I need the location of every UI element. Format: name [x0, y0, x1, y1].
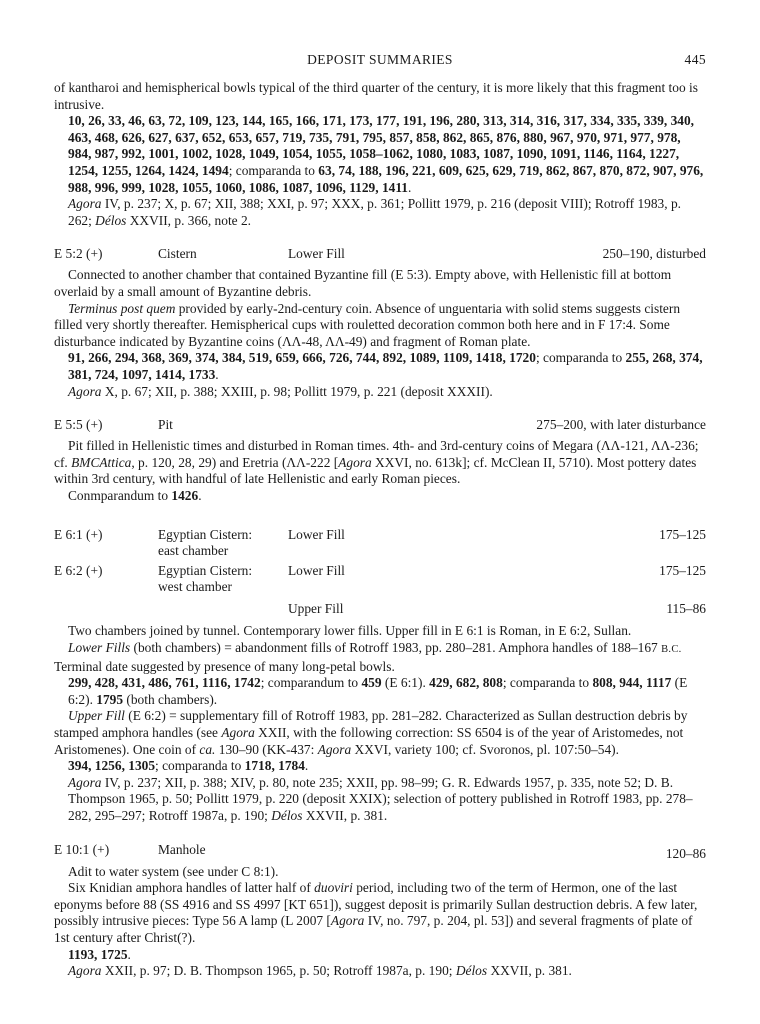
deposit-header-e55 — [54, 417, 706, 434]
deposit-date: 275–200, with later disturbance — [536, 417, 706, 433]
deposit-fill: Lower Fill — [288, 246, 345, 262]
upper-fill-row — [54, 601, 706, 623]
deposit-type: Cistern — [158, 246, 197, 262]
content — [54, 80, 706, 980]
deposit-type-detail: west chamber — [158, 579, 232, 595]
deposit-type: Egyptian Cistern: — [158, 563, 253, 579]
intro-references: Agora IV, p. 237; X, p. 67; XII, 388; XXI, p. 97; XXX, p. 361; Pollitt 1979, p. 216 (deposit VIII); Rotroff 1983, p. 262; Délos XXVII, p. 366, note 2. — [68, 196, 681, 228]
deposit-type: Pit — [158, 417, 173, 433]
intro-text: of kantharoi and hemispherical bowls typical of the third quarter of the century, it is more likely that this fragment too is intrusive. — [54, 80, 698, 112]
comparanda-numbers: 63, 74, 188, 196, 221, 609, 625, 629, 719, 862, 867, 870, 872, 907, 976, 988, 996, 999, 1028, 1055, 1060, 1086, 1087, 1096, 1129, 1411 — [68, 162, 704, 195]
e52-description: Connected to another chamber that contained Byzantine fill (E 5:3). Empty above, with Hellenistic fill at bottom overlaid by a small amount of Byzantine debris. — [54, 267, 672, 299]
deposit-type: Manhole — [158, 841, 206, 857]
e101-references: Agora XXII, p. 97; D. B. Thompson 1965, p. 50; Rotroff 1987a, p. 190; Délos XXVII, p. 381. — [68, 963, 572, 979]
deposit-date: 115–86 — [666, 601, 706, 617]
deposit-date: 120–86 — [665, 845, 706, 861]
intro-catalog: 10, 26, 33, 46, 63, 72, 109, 123, 144, 165, 166, 171, 173, 177, 191, 196, 280, 313, 314, 316, 317, 334, 335, 339, 340, 463, 468, 626, 627, 637, 652, 653, 657, 719, 735, 791, 795, 857, 858, 862, 865, 876, 880, 967, 970, 971, 977, 978, 984, 987, 992, 1001, 1002, 1028, 1049, 1054, 1055, 1058–1062, 1080, 1083, 1087, 1090, 1091, 1146, 1164, 1227, 1254, 1255, 1264, 1424, 1494; comparanda to 63, 74, 188, 196, 221, 609, 625, 629, 719, 862, 867, 870, 872, 907, 976, 988, 996, 999, 1028, 1055, 1060, 1086, 1087, 1096, 1129, 1411. — [68, 113, 704, 195]
e52-dating: Terminus post quem provided by early-2nd-century coin. Absence of unguentaria with solid stems suggests cistern filled very shortly thereafter. Hemispherical cups with rouletted decoration common both here and in F 17:4. Some disturbance indicated by Byzantine coins (ΛΛ-48, ΛΛ-49) and fragment of Roman plate. — [54, 300, 681, 349]
deposit-id: E 5:2 (+) — [54, 246, 103, 262]
page-number: 445 — [684, 52, 706, 67]
deposit-id: E 10:1 (+) — [54, 841, 110, 857]
deposit-fill: Lower Fill — [288, 527, 345, 543]
deposit-type: Egyptian Cistern: — [158, 527, 253, 543]
e6-references: Agora IV, p. 237; XII, p. 388; XIV, p. 80, note 235; XXII, pp. 98–99; G. R. Edwards 1957, p. 335, note 52; D. B. Thompson 1965, p. 50; Pollitt 1979, p. 220 (deposit XXIX); selection of pottery published in Rotroff 1983, pp. 278–282, 295–297; Rotroff 1987a, p. 190; Délos XXVII, p. 381. — [68, 774, 693, 823]
deposit-header-e101 — [54, 842, 706, 859]
e6-description: Two chambers joined by tunnel. Contemporary lower fills. Upper fill in E 6:1 is Roman, in E 6:2, Sullan. — [68, 623, 632, 639]
deposit-date: 175–125 — [659, 527, 706, 543]
e52-catalog: 91, 266, 294, 368, 369, 374, 384, 519, 659, 666, 726, 744, 892, 1089, 1109, 1418, 1720; comparanda to 255, 268, 374, 381, 724, 1097, 1414, 1733. — [68, 350, 703, 382]
deposit-header-e61-e62 — [54, 521, 706, 601]
e52-references: Agora X, p. 67; XII, p. 388; XXIII, p. 98; Pollitt 1979, p. 221 (deposit XXXII). — [68, 383, 493, 399]
e101-catalog: 1193, 1725. — [68, 946, 131, 962]
e6-lower-catalog: 299, 428, 431, 486, 761, 1116, 1742; comparandum to 459 (E 6:1). 429, 682, 808; comparanda to 808, 944, 1117 (E 6:2). 1795 (both chambers). — [68, 675, 688, 707]
catalog-numbers: 10, 26, 33, 46, 63, 72, 109, 123, 144, 165, 166, 171, 173, 177, 191, 196, 280, 313, 314, 316, 317, 334, 335, 339, 340, 463, 468, 626, 627, 637, 652, 653, 657, 719, 735, 791, 795, 857, 858, 862, 865, 876, 880, 967, 970, 971, 977, 978, 984, 987, 992, 1001, 1002, 1028, 1049, 1054, 1055, 1058–1062, 1080, 1083, 1087, 1090, 1091, 1146, 1164, 1227, 1254, 1255, 1264, 1424, 1494 — [68, 113, 695, 178]
deposit-fill: Lower Fill — [288, 563, 345, 579]
deposit-id: E 5:5 (+) — [54, 417, 103, 433]
e101-description: Adit to water system (see under C 8:1). — [68, 863, 279, 879]
deposit-type-detail: east chamber — [158, 543, 229, 559]
deposit-date: 250–190, disturbed — [602, 246, 706, 262]
running-head — [54, 52, 706, 72]
deposit-date: 175–125 — [659, 563, 706, 579]
e6-upper-fill: Upper Fill (E 6:2) = supplementary fill of Rotroff 1983, pp. 281–282. Characterized as Sullan destruction debris by stamped amphora handles (see Agora XXII, with the following correction: SS 6504 is of the year of Aristomedes, not Aristomenes). One coin of ca. 130–90 (KK-437: Agora XXVI, variety 100; cf. Svoronos, pl. 107:50–54). — [54, 708, 688, 757]
deposit-id: E 6:1 (+) — [54, 527, 103, 543]
e55-description: Pit filled in Hellenistic times and disturbed in Roman times. 4th- and 3rd-century coins of Megara (ΛΛ-121, ΛΛ-236; cf. BMCAttica, p. 120, 28, 29) and Eretria (ΛΛ-222 [Agora XXVI, no. 613k]; cf. McClean II, 5710). Most pottery dates within 3rd century, with handful of late Hellenistic and early Roman pieces. — [54, 438, 699, 487]
e6-lower-fills: Lower Fills (both chambers) = abandonment fills of Rotroff 1983, pp. 280–281. Amphora handles of 188–167 B.C. Terminal date suggested by presence of many long-petal bowls. — [54, 640, 682, 674]
e6-upper-catalog: 394, 1256, 1305; comparanda to 1718, 1784. — [68, 758, 309, 774]
deposit-id: E 6:2 (+) — [54, 563, 103, 579]
running-title: DEPOSIT SUMMARIES — [307, 52, 453, 67]
e101-dating: Six Knidian amphora handles of latter half of duoviri period, including two of the term of Hermon, one of the last eponyms before 88 (SS 4916 and SS 4997 [KT 651]), suggest deposit is primarily Sullan destruction debris. A few later, possibly intrusive pieces: Type 56 A lamp (L 2007 [Agora IV, no. 797, p. 204, pl. 53]) and several fragments of plate of 1st century after Christ(?). — [54, 880, 698, 945]
e55-comparandum: Conmparandum to 1426. — [68, 487, 202, 503]
deposit-header-e52 — [54, 246, 706, 263]
deposit-fill: Upper Fill — [288, 601, 344, 617]
